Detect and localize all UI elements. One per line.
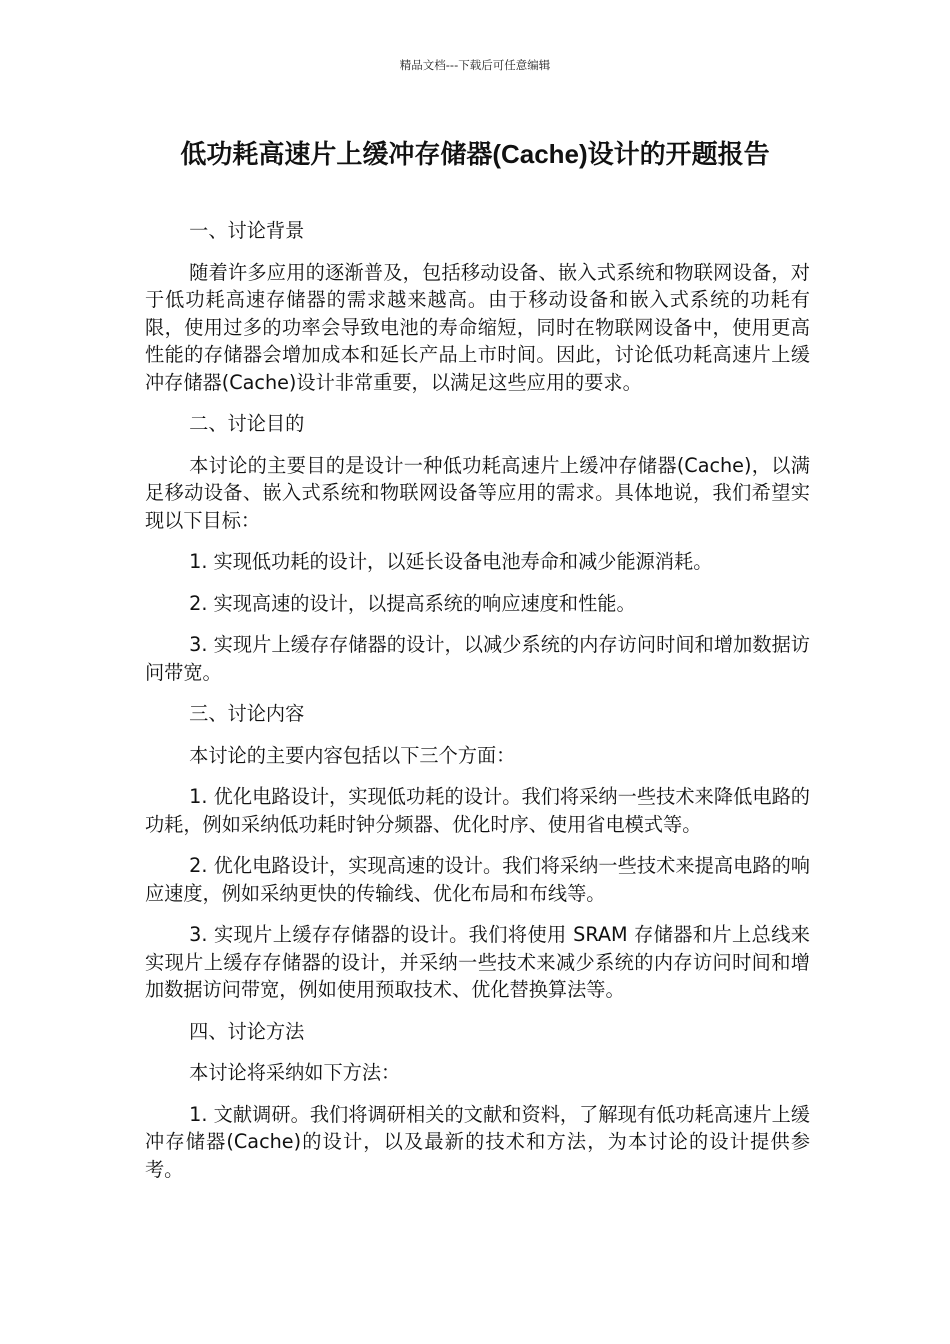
goal-item-3: 3. 实现片上缓存存储器的设计，以减少系统的内存访问时间和增加数据访问带宽。 — [145, 633, 810, 684]
section-heading-purpose: 二、讨论目的 — [189, 412, 305, 435]
content-item-1: 1. 优化电路设计，实现低功耗的设计。我们将采纳一些技术来降低电路的功耗，例如采纳低功耗时钟分频器、优化时序、使用省电模式等。 — [145, 785, 810, 836]
document-body — [145, 217, 810, 1197]
section-heading-method: 四、讨论方法 — [189, 1019, 305, 1043]
content-item-2: 2. 优化电路设计，实现高速的设计。我们将采纳一些技术来提高电路的响应速度，例如采纳更快的传输线、优化布局和布线等。 — [145, 854, 810, 905]
paragraph-purpose: 本讨论的主要目的是设计一种低功耗高速片上缓冲存储器(Cache)，以满足移动设备、嵌入式系统和物联网设备等应用的需求。具体地说，我们希望实现以下目标： — [145, 453, 810, 532]
section-heading-background: 一、讨论背景 — [189, 219, 305, 242]
paragraph-background: 随着许多应用的逐渐普及，包括移动设备、嵌入式系统和物联网设备，对于低功耗高速存储器的需求越来越高。由于移动设备和嵌入式系统的功耗有限，使用过多的功率会导致电池的寿命缩短，同时在物联网设备中，使用更高性能的存储器会增加成本和延长产品上市时间。因此，讨论低功耗高速片上缓冲存储器(Cache)设计非常重要，以满足这些应用的要求。 — [145, 260, 810, 394]
header-note: 精品文档---下载后可任意编辑 — [399, 58, 551, 72]
method-item-1: 1. 文献调研。我们将调研相关的文献和资料，了解现有低功耗高速片上缓冲存储器(Cache)的设计，以及最新的技术和方法，为本讨论的设计提供参考。 — [145, 1102, 810, 1181]
content-item-3: 3. 实现片上缓存存储器的设计。我们将使用 SRAM 存储器和片上总线来实现片上缓存存储器的设计，并采纳一些技术来减少系统的内存访问时间和增加数据访问带宽，例如使用预取技术、优化替换算法等。 — [145, 923, 810, 1001]
document-title: 低功耗高速片上缓冲存储器(Cache)设计的开题报告 — [180, 139, 770, 169]
goal-item-1: 1. 实现低功耗的设计，以延长设备电池寿命和减少能源消耗。 — [189, 550, 713, 573]
paragraph-method-intro: 本讨论将采纳如下方法： — [189, 1061, 401, 1084]
paragraph-content-intro: 本讨论的主要内容包括以下三个方面： — [189, 743, 516, 767]
goal-item-2: 2. 实现高速的设计，以提高系统的响应速度和性能。 — [189, 591, 636, 615]
section-heading-content: 三、讨论内容 — [189, 702, 305, 725]
